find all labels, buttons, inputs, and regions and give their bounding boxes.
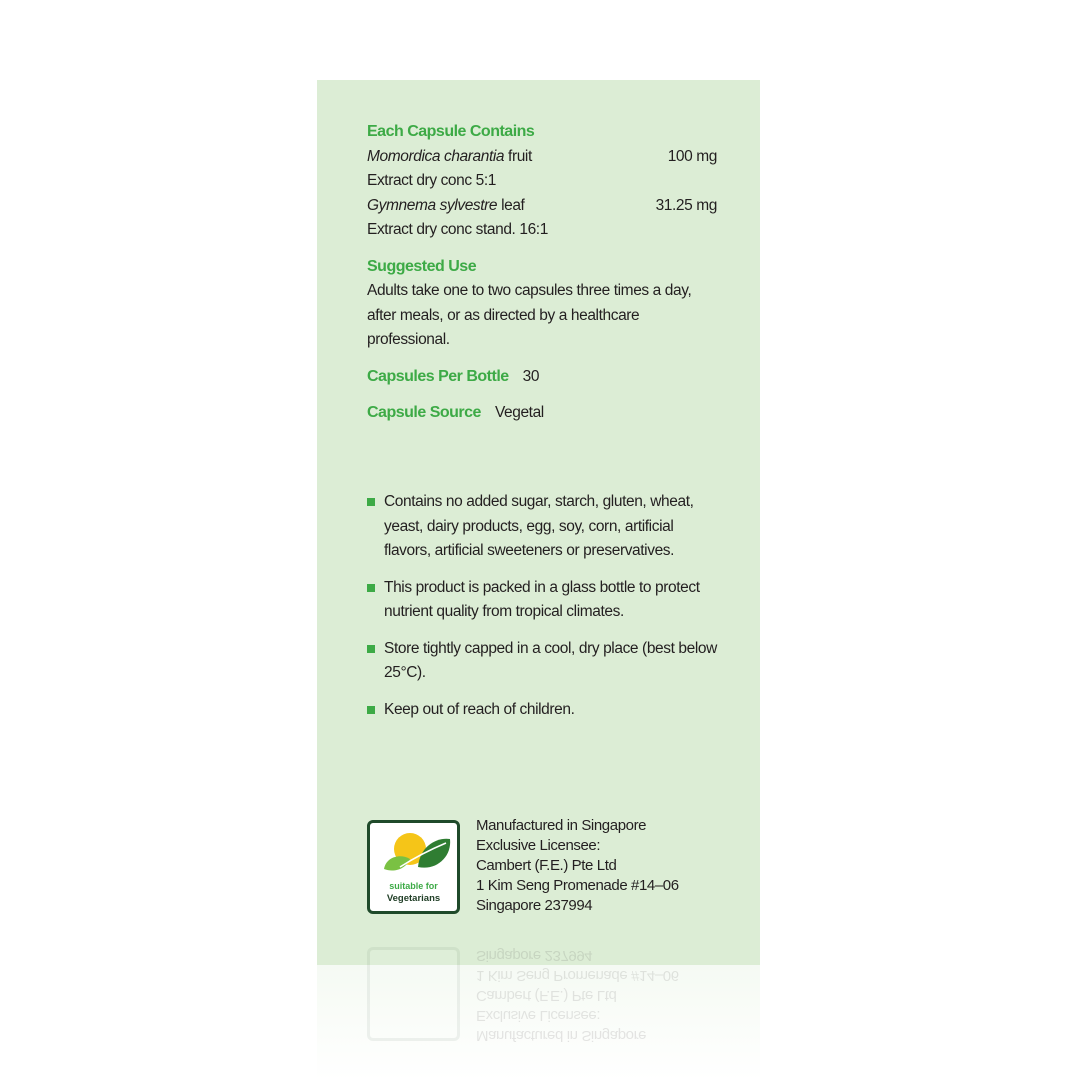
- ingredient-row: [367, 194, 717, 219]
- square-bullet-icon: [367, 584, 375, 592]
- capsules-per-bottle-label: Capsules Per Bottle: [367, 367, 509, 385]
- list-item: [367, 637, 717, 686]
- panel-reflection: [317, 947, 760, 1080]
- footer: [367, 817, 679, 916]
- ingredient-part: leaf: [497, 196, 525, 214]
- badge-line1: suitable for: [389, 881, 438, 891]
- badge-line2: Vegetarians: [386, 893, 441, 904]
- address-line: Exclusive Licensee:: [476, 1007, 601, 1024]
- suggested-use-section: [367, 255, 717, 353]
- address-line: Singapore 237994: [476, 897, 593, 914]
- address-line: Exclusive Licensee:: [476, 837, 601, 854]
- square-bullet-icon: [367, 498, 375, 506]
- address-line: Singapore 237994: [476, 947, 593, 964]
- reflected-address: [476, 945, 679, 1045]
- suggested-use-text: Adults take one to two capsules three times a day, after meals, or as directed by a healthcare professional.: [367, 282, 692, 348]
- capsule-source: [367, 401, 717, 426]
- ingredient-row: [367, 145, 717, 170]
- ingredient-name: Momordica charantia: [367, 147, 505, 165]
- ingredient-row: [367, 218, 717, 243]
- ingredient-part: fruit: [504, 147, 532, 165]
- ingredient-amount: 31.25 mg: [655, 196, 717, 214]
- bullet-text: This product is packed in a glass bottle to protect nutrient quality from tropical climates.: [384, 578, 700, 620]
- square-bullet-icon: [367, 706, 375, 714]
- ingredient-part: Extract dry conc stand. 16:1: [367, 221, 548, 238]
- bullet-text: Contains no added sugar, starch, gluten, wheat, yeast, dairy products, egg, soy, corn, artificial flavors, artificial sweeteners or preservatives.: [384, 493, 694, 559]
- capsules-per-bottle-value: 30: [522, 367, 540, 385]
- suggested-use-heading: Suggested Use: [367, 257, 477, 275]
- vegetarian-badge: [367, 820, 460, 914]
- capsule-source-label: Capsule Source: [367, 404, 481, 421]
- composition-section: [367, 120, 717, 426]
- capsules-per-bottle: [367, 365, 717, 390]
- address-line: 1 Kim Seng Promenade #14–06: [476, 877, 679, 894]
- bullet-list: [367, 490, 717, 734]
- reflected-badge: [367, 947, 460, 1041]
- ingredient-row: [367, 169, 717, 194]
- sun-leaf-icon: [370, 823, 457, 881]
- ingredient-amount: 100 mg: [667, 147, 717, 165]
- address-line: Cambert (F.E.) Pte Ltd: [476, 857, 617, 874]
- bullet-text: Keep out of reach of children.: [384, 700, 575, 718]
- address-line: Manufactured in Singapore: [476, 817, 647, 834]
- composition-heading: Each Capsule Contains: [367, 123, 535, 140]
- address-line: Cambert (F.E.) Pte Ltd: [476, 987, 617, 1004]
- address-line: Manufactured in Singapore: [476, 1027, 647, 1044]
- product-label-panel: [317, 80, 760, 965]
- manufacturer-address: [476, 816, 679, 916]
- ingredient-part: Extract dry conc 5:1: [367, 172, 496, 189]
- bullet-text: Store tightly capped in a cool, dry place (best below 25°C).: [384, 639, 717, 681]
- ingredient-name: Gymnema sylvestre: [367, 196, 498, 214]
- capsule-source-value: Vegetal: [494, 404, 544, 421]
- list-item: [367, 698, 717, 723]
- reflection-content: [367, 945, 679, 1044]
- square-bullet-icon: [367, 645, 375, 653]
- list-item: [367, 490, 717, 564]
- address-line: 1 Kim Seng Promenade #14–06: [476, 967, 679, 984]
- list-item: [367, 576, 717, 625]
